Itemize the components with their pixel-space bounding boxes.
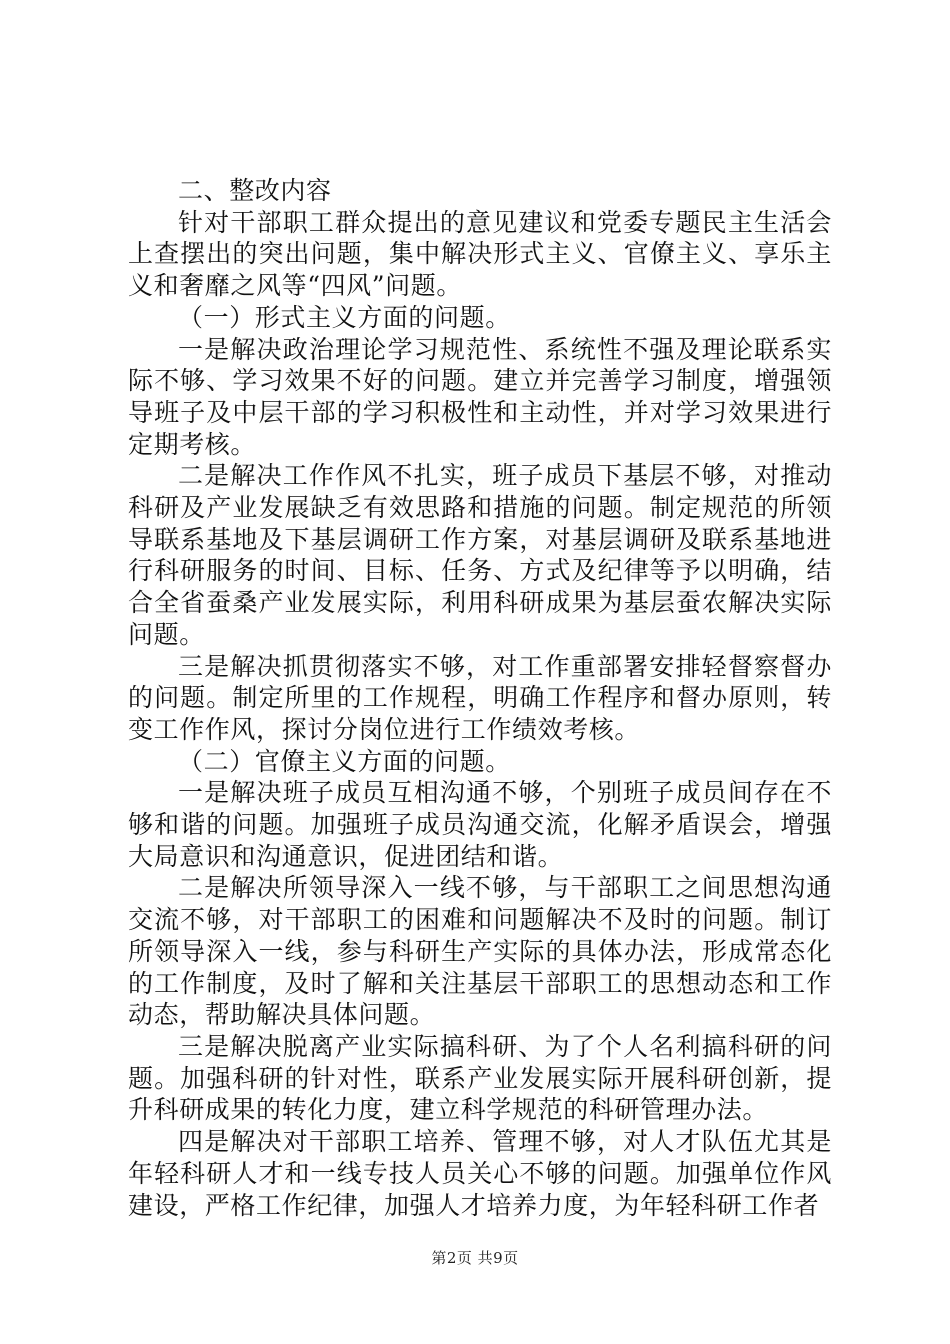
subsection-heading-bureaucratism: （二）官僚主义方面的问题。 bbox=[178, 746, 511, 776]
page-number-footer: 第2页 共9页 bbox=[431, 1249, 519, 1267]
paragraph-bureaucratism-4: 四是解决对干部职工培养、管理不够，对人才队伍尤其是年轻科研人才和一线专技人员关心不够的问题。加强单位作风建设，严格工作纪律，加强人才培养力度，为年轻科研工作者 bbox=[128, 1127, 832, 1220]
paragraph-bureaucratism-3: 三是解决脱离产业实际搞科研、为了个人名利搞科研的问题。加强科研的针对性，联系产业发展实际开展科研创新，提升科研成果的转化力度，建立科学规范的科研管理办法。 bbox=[128, 1031, 832, 1125]
section-heading: 二、整改内容 bbox=[178, 176, 332, 205]
paragraph-formalism-1: 一是解决政治理论学习规范性、系统性不强及理论联系实际不够、学习效果不好的问题。建立并完善学习制度，增强领导班子及中层干部的学习积极性和主动性，并对学习效果进行定期考核。 bbox=[128, 334, 832, 459]
intro-paragraph: 针对干部职工群众提出的意见建议和党委专题民主生活会上查摆出的突出问题，集中解决形式主义、官僚主义、享乐主义和奢靡之风等“四风”问题。 bbox=[128, 207, 832, 301]
paragraph-formalism-3: 三是解决抓贯彻落实不够，对工作重部署安排轻督察督办的问题。制定所里的工作规程，明确工作程序和督办原则，转变工作作风，探讨分岗位进行工作绩效考核。 bbox=[128, 651, 832, 744]
paragraph-bureaucratism-1: 一是解决班子成员互相沟通不够，个别班子成员间存在不够和谐的问题。加强班子成员沟通交流，化解矛盾误会，增强大局意识和沟通意识，促进团结和谐。 bbox=[128, 778, 832, 871]
paragraph-bureaucratism-2: 二是解决所领导深入一线不够，与干部职工之间思想沟通交流不够，对干部职工的困难和问题解决不及时的问题。制订所领导深入一线，参与科研生产实际的具体办法，形成常态化的工作制度，及时了解和关注基层干部职工的思想动态和工作动态，帮助解决具体问题。 bbox=[128, 873, 832, 1030]
subsection-heading-formalism: （一）形式主义方面的问题。 bbox=[178, 302, 511, 332]
paragraph-formalism-2: 二是解决工作作风不扎实，班子成员下基层不够，对推动科研及产业发展缺乏有效思路和措施的问题。制定规范的所领导联系基地及下基层调研工作方案，对基层调研及联系基地进行科研服务的时间、目标、任务、方式及纪律等予以明确，结合全省蚕桑产业发展实际，利用科研成果为基层蚕农解决实际问题。 bbox=[128, 461, 832, 649]
document-body bbox=[128, 175, 832, 1221]
